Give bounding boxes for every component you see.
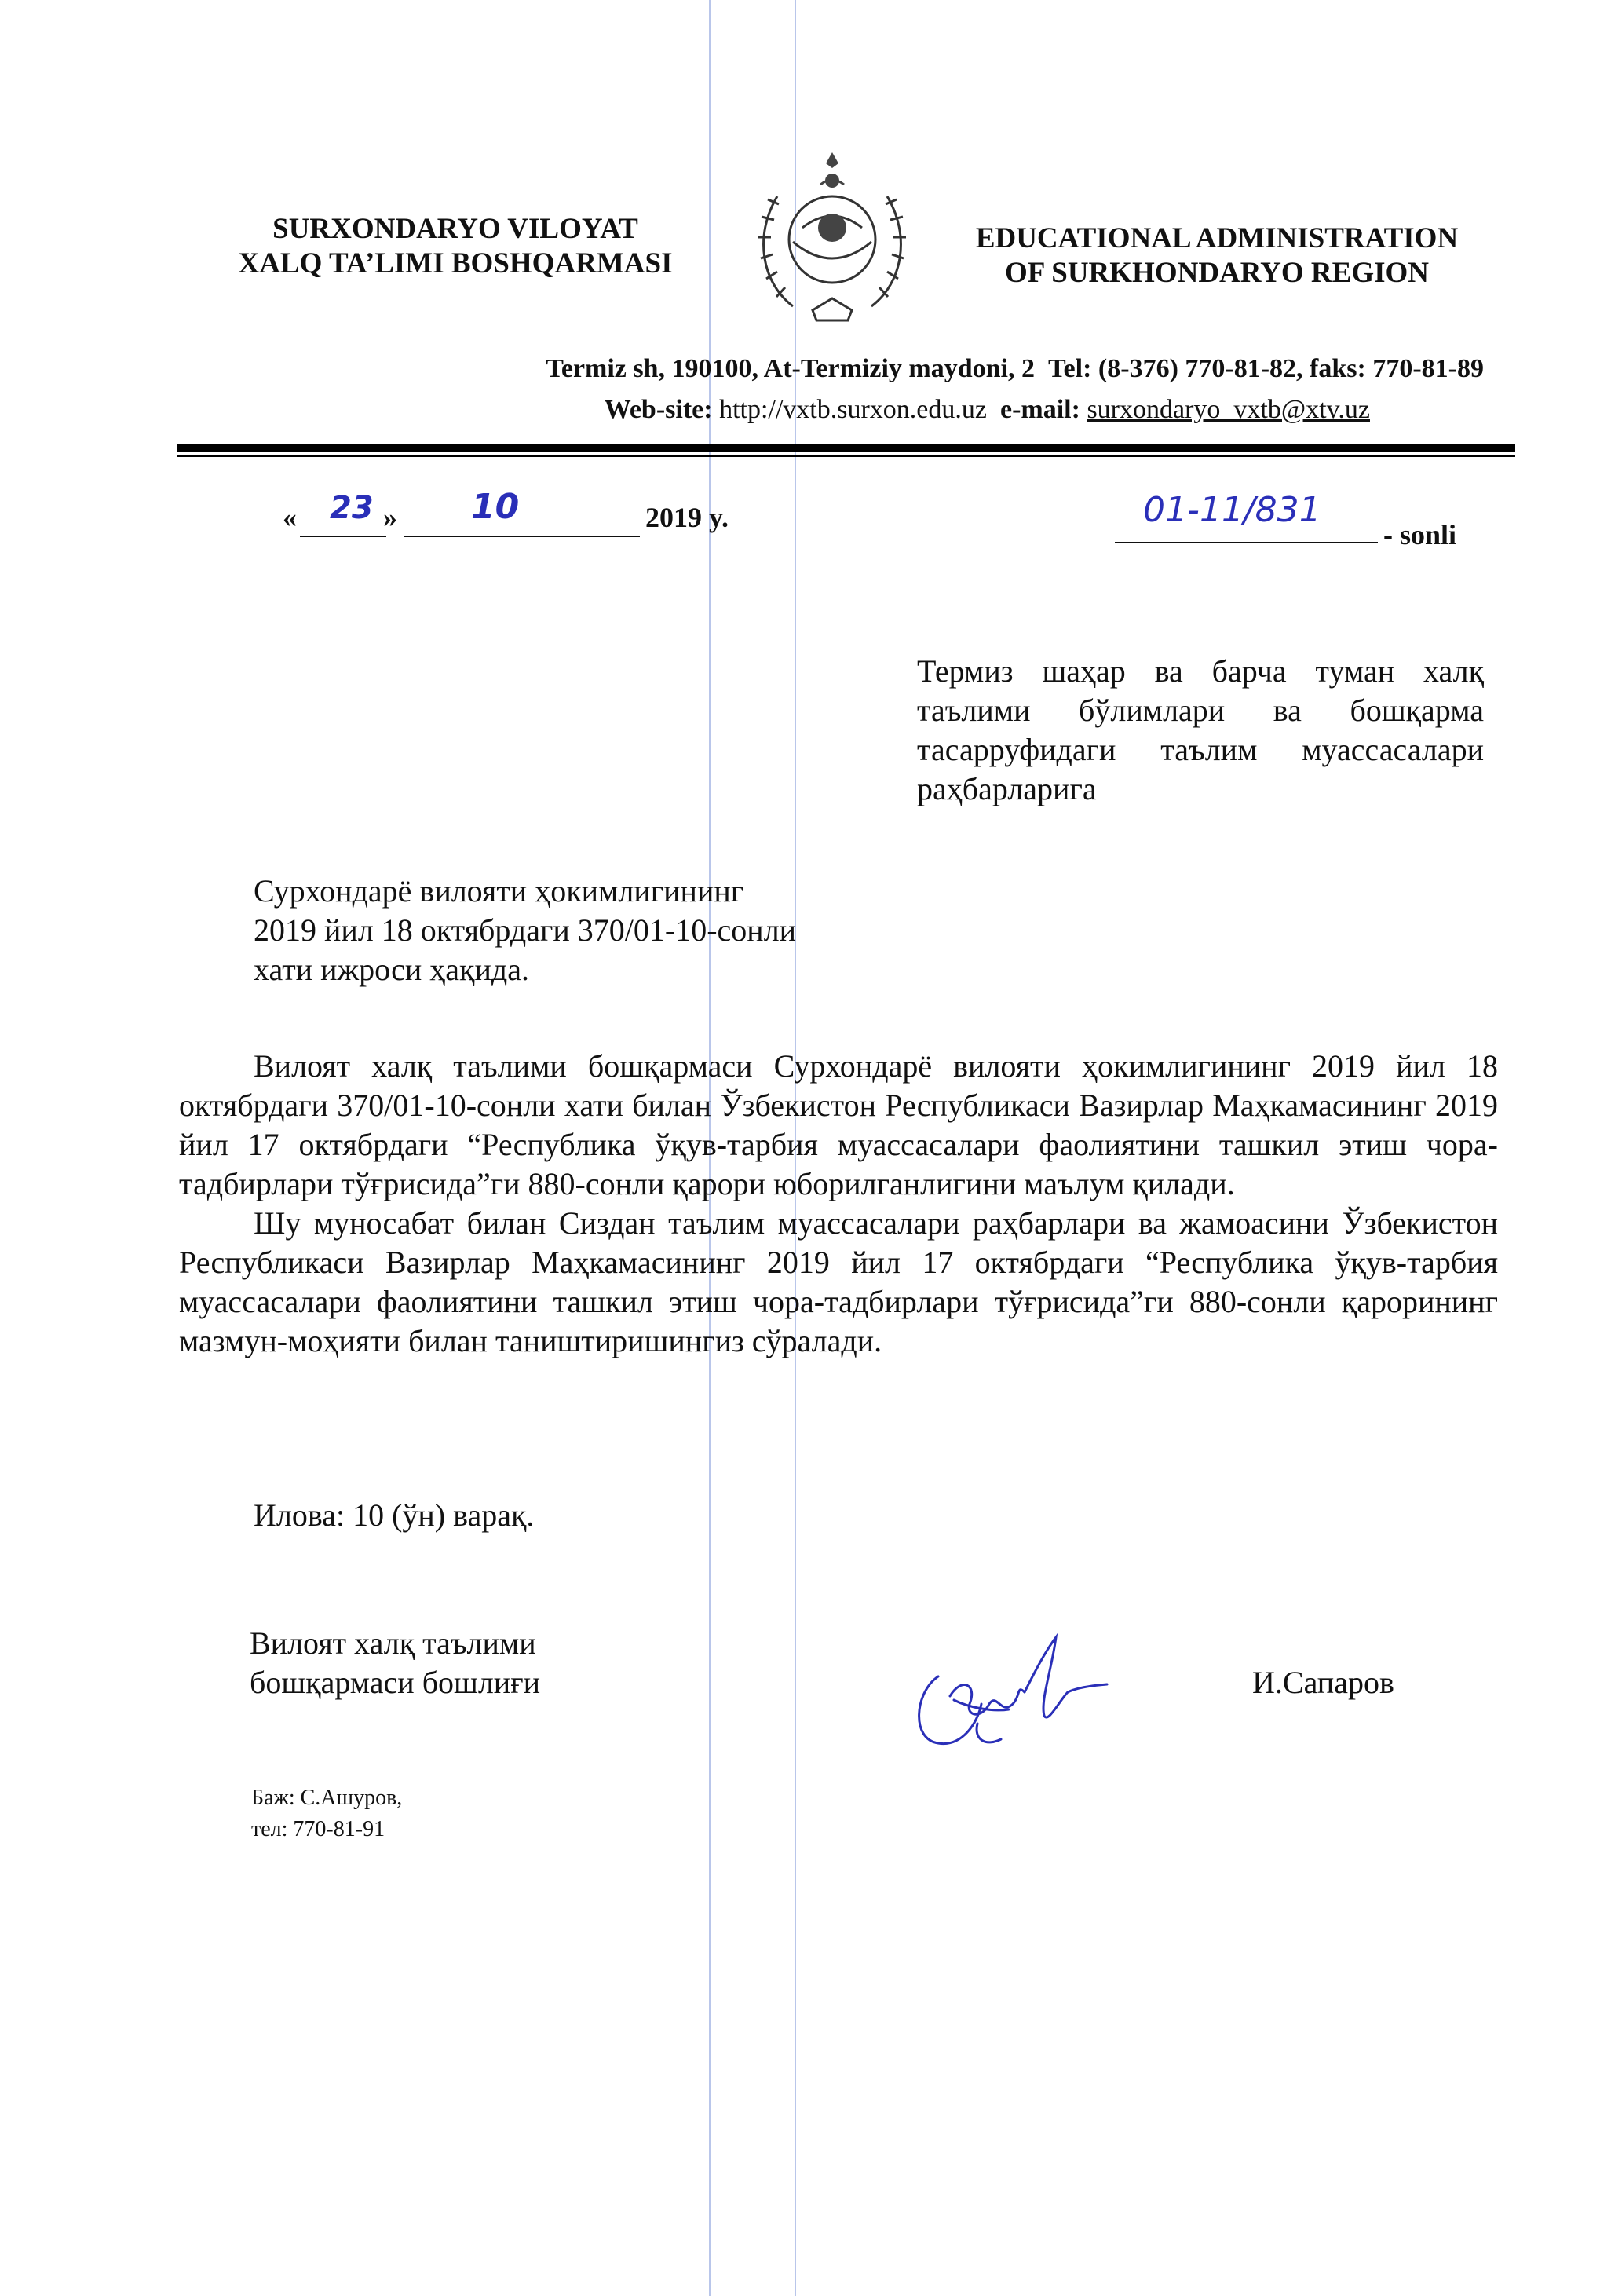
state-emblem-icon [746, 149, 919, 330]
signatory-title [250, 1624, 721, 1702]
subject-line-2: 2019 йил 18 октябрдаги 370/01-10-сонли [254, 912, 797, 948]
contact-line-2 [236, 393, 1370, 427]
email-label: e-mail: [999, 395, 1080, 424]
subject [254, 872, 960, 989]
email-link[interactable]: surxondaryo_vxtb@xtv.uz [1087, 395, 1370, 424]
date-line [283, 487, 769, 542]
date-open-quote: « [283, 502, 297, 533]
number-underline [1115, 542, 1378, 543]
letter-body [179, 1047, 1498, 1361]
letterhead-left-line2: XALQ TA’LIMI BOSHQARMASI [238, 247, 673, 280]
date-close-quote: » [383, 502, 397, 533]
subject-line-3: хати ижроси ҳақида. [254, 952, 529, 987]
letterhead-left-line1: SURXONDARYO VILOYAT [272, 213, 638, 245]
signatory-title-line2: бошқармаси бошлиғи [250, 1665, 541, 1700]
date-month-handwritten: 10 [471, 487, 520, 527]
signatory-name: И.Сапаров [1252, 1665, 1394, 1700]
date-day-underline [300, 536, 386, 537]
date-year: 2019 y. [645, 502, 729, 533]
executor-name: Баж: С.Ашуров, [251, 1786, 403, 1810]
number-line [1115, 490, 1484, 558]
fax-value: 770-81-89 [1372, 354, 1484, 383]
web-label: Web-site: [604, 395, 713, 424]
letterhead-rule-thin [177, 455, 1515, 457]
signature-image [907, 1629, 1119, 1771]
tel-label: Tel: [1048, 354, 1092, 383]
letterhead-right-line2: OF SURKHONDARYO REGION [1004, 257, 1430, 289]
letterhead-right-line1: EDUCATIONAL ADMINISTRATION [975, 222, 1459, 254]
letterhead-right [926, 221, 1507, 291]
subject-line-1: Сурхондарё вилояти ҳокимлигининг [254, 873, 744, 909]
contact-line-1 [236, 352, 1484, 386]
fax-label: faks: [1310, 354, 1366, 383]
web-link[interactable]: http://vxtb.surxon.edu.uz [719, 395, 987, 424]
body-paragraph-2: Шу муносабат билан Сиздан таълим муассасалари раҳбарлари ва жамоасини Ўзбекистон Республикаси Вазирлар Маҳкамасининг 2019 йил 17 октябрдаги “Республика ўқув-тарбия муассасалари фаолиятини ташкил этиш чора-тадбирлари тўғрисида”ги 880-сонли қарорининг мазмун-моҳияти билан таништиришингиз сўралади. [179, 1205, 1498, 1358]
executor-info [251, 1782, 644, 1845]
number-suffix: - sonli [1383, 519, 1457, 550]
body-paragraph-1: Вилоят халқ таълими бошқармаси Сурхондарё вилояти ҳокимлигининг 2019 йил 18 октябрдаги 370/01-10-сонли хати билан Ўзбекистон Республикаси Вазирлар Маҳкамасининг 2019 йил 17 октябрдаги “Республика ўқув-тарбия муассасалари фаолиятини ташкил этиш чора-тадбирлари тўғрисида”ги 880-сонли қарори юборилганлигини маълум қилади. [179, 1048, 1498, 1201]
address-text: Termiz sh, 190100, At-Termiziy maydoni, 2 [546, 354, 1035, 383]
letterhead-left [196, 212, 714, 281]
executor-phone: тел: 770-81-91 [251, 1817, 385, 1841]
outgoing-number-handwritten: 01-11/831 [1143, 490, 1321, 530]
date-month-underline [404, 536, 640, 537]
date-day-handwritten: 23 [330, 490, 374, 526]
signatory-title-line1: Вилоят халқ таълими [250, 1625, 536, 1661]
attachment-note: Илова: 10 (ўн) варақ. [254, 1497, 535, 1533]
letterhead-rule-thick [177, 444, 1515, 452]
addressee: Термиз шаҳар ва барча туман халқ таълими бўлимлари ва бошқарма тасарруфидаги таълим муассасалари раҳбарларига [917, 653, 1484, 806]
tel-value: (8-376) 770-81-82, [1098, 354, 1303, 383]
